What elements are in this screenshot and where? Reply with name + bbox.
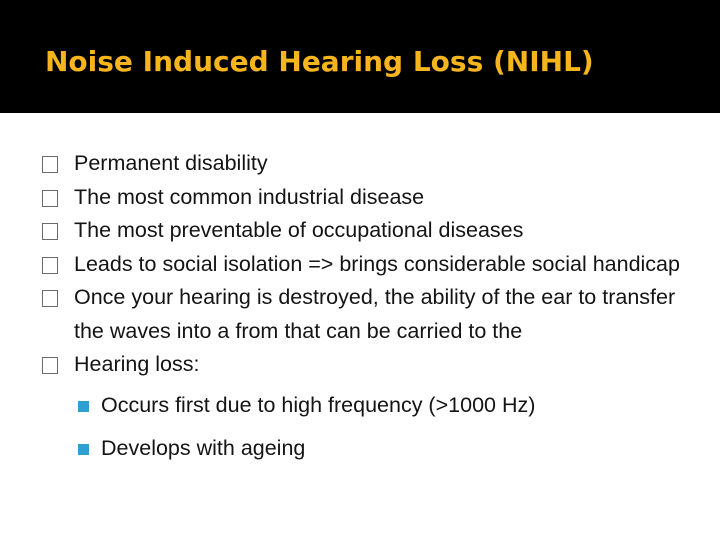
hollow-square-icon [42, 223, 58, 240]
bullet-text: Leads to social isolation => brings considerable social handicap [74, 251, 680, 276]
bullet-item [42, 181, 702, 215]
bullet-item [42, 348, 702, 382]
bullet-text: Permanent disability [74, 151, 268, 175]
title-bar [0, 0, 720, 113]
bullet-text: The most preventable of occupational diseases [74, 218, 524, 242]
sub-bullet-text: Develops with ageing [101, 435, 306, 460]
bullet-text: Once your hearing is destroyed, the ability of the ear to transfer the waves into a from that can be carried to the [74, 285, 676, 343]
filled-square-icon [78, 401, 89, 412]
sub-bullet-text: Occurs first due to high frequency (>1000 Hz) [101, 392, 536, 417]
hollow-square-icon [42, 156, 58, 173]
bullet-text: Hearing loss: [74, 352, 200, 376]
sub-bullet-item [42, 386, 702, 425]
hollow-square-icon [42, 257, 58, 274]
bullet-item [42, 214, 702, 248]
sub-bullet-item [42, 429, 702, 468]
bullet-item [42, 147, 702, 181]
hollow-square-icon [42, 290, 58, 307]
bullet-text: The most common industrial disease [74, 184, 425, 209]
slide-content [42, 147, 702, 468]
filled-square-icon [78, 444, 89, 455]
bullet-item [42, 281, 702, 348]
slide-title: Noise Induced Hearing Loss (NIHL) [45, 45, 594, 78]
hollow-square-icon [42, 190, 58, 207]
bullet-item [42, 248, 702, 282]
hollow-square-icon [42, 357, 58, 374]
